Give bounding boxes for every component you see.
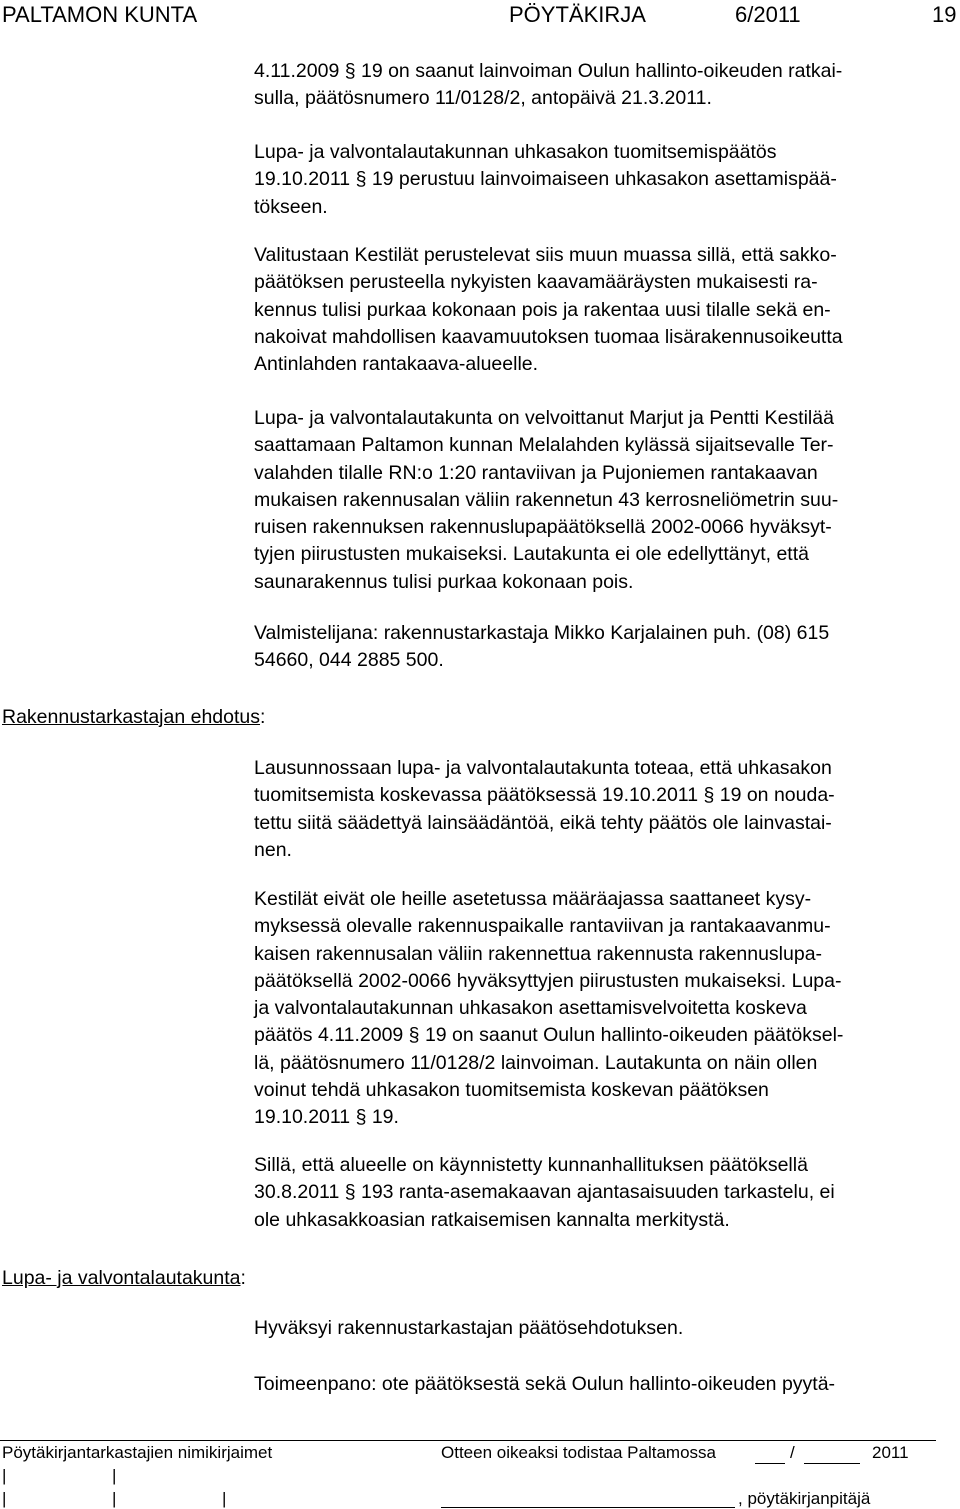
para-statement: [254, 755, 954, 864]
initials-mark: |: [2, 1489, 7, 1508]
para-plan-review: [254, 1152, 954, 1234]
text-line: Sillä, että alueelle on käynnistetty kunnanhallituksen päätöksellä: [254, 1154, 808, 1176]
para-preparer: [254, 620, 954, 675]
text-line: nakoivat mahdollisen kaavamuutoksen tuomaa lisärakennusoikeutta: [254, 325, 843, 348]
text-line: Valmistelijana: rakennustarkastaja Mikko Karjalainen puh. (08) 615: [254, 622, 830, 644]
initials-mark: |: [2, 1466, 7, 1485]
text-line: Lupa- ja valvontalautakunta on velvoittanut Marjut ja Pentti Kestilää: [254, 407, 834, 429]
footer-signer-role: , pöytäkirjanpitäjä: [738, 1489, 871, 1508]
initials-mark: |: [222, 1489, 227, 1508]
para-obligation: [254, 405, 954, 596]
footer-divider: [0, 1440, 936, 1441]
text-line: mukaisen rakennusalan väliin rakennetun 43 kerrosneliömetrin suu-: [254, 488, 839, 511]
footer-initials-label: Pöytäkirjantarkastajien nimikirjaimet: [2, 1443, 273, 1462]
text-line: kaisen rakennusalan väliin rakennettua rakennusta rakennuslupa-: [254, 942, 823, 965]
text-line: 4.11.2009 § 19 on saanut lainvoiman Oulun hallinto-oikeuden ratkai-: [254, 60, 843, 82]
footer-certification: Otteen oikeaksi todistaa Paltamossa: [441, 1443, 716, 1462]
text-line: lä, päätösnumero 11/0128/2 lainvoiman. Lautakunta on näin ollen: [254, 1051, 818, 1074]
signature-line: [441, 1507, 735, 1508]
text-line: saunarakennus tulisi purkaa kokonaan pois.: [254, 570, 634, 593]
text-line: ole uhkasakkoasian ratkaisemisen kannalta merkitystä.: [254, 1208, 730, 1231]
footer-year: 2011: [872, 1443, 909, 1462]
text-line: sulla, päätösnumero 11/0128/2, antopäivä 21.3.2011.: [254, 87, 712, 110]
text-line: Toimeenpano: ote päätöksestä sekä Oulun hallinto-oikeuden pyytä-: [254, 1373, 836, 1395]
text-line: Kestilät eivät ole heille asetetussa määräajassa saattaneet kysy-: [254, 888, 812, 910]
para-approved: [254, 1315, 954, 1342]
text-line: Antinlahden rantakaava-alueelle.: [254, 353, 539, 376]
initials-mark: |: [112, 1489, 117, 1508]
text-line: 54660, 044 2885 500.: [254, 649, 444, 672]
footer-slash: /: [790, 1443, 795, 1462]
text-line: tettu siitä säädettyä lainsäädäntöä, eikä tehty päätös ole lainvastai-: [254, 811, 832, 834]
text-line: kennus tulisi purkaa kokonaan pois ja rakentaa uusi tilalle sekä en-: [254, 298, 831, 321]
text-line: päätöksen perusteella nykyisten kaavamääräysten mukaisesti ra-: [254, 271, 818, 294]
text-line: ja valvontalautakunnan uhkasakon asettamisvelvoitetta koskeva: [254, 997, 807, 1020]
text-line: Lausunnossaan lupa- ja valvontalautakunta toteaa, että uhkasakon: [254, 757, 832, 779]
text-line: tökseen.: [254, 195, 328, 218]
text-line: saattamaan Paltamon kunnan Melalahden kylässä sijaitsevalle Ter-: [254, 434, 834, 457]
text-line: nen.: [254, 838, 292, 861]
text-line: valahden tilalle RN:o 1:20 rantaviivan ja Pujoniemen rantakaavan: [254, 461, 818, 484]
page-number: 19: [932, 2, 957, 27]
text-line: Valitustaan Kestilät perustelevat siis muun muassa sillä, että sakko-: [254, 244, 837, 266]
para-penalty-basis: [254, 139, 954, 221]
municipality-name: PALTAMON KUNTA: [2, 2, 198, 27]
text-line: 19.10.2011 § 19.: [254, 1106, 399, 1129]
text-line: 30.8.2011 § 193 ranta-asemakaavan ajantasaisuuden tarkastelu, ei: [254, 1181, 835, 1204]
day-blank: [755, 1463, 785, 1464]
text-line: päätöksellä 2002-0066 hyväksyttyjen piirustusten mukaiseksi. Lupa-: [254, 969, 842, 992]
proposal-label: Rakennustarkastajan ehdotus:: [2, 706, 266, 728]
initials-mark: |: [112, 1466, 117, 1485]
text-line: Hyväksyi rakennustarkastajan päätösehdotuksen.: [254, 1317, 684, 1339]
text-line: päätös 4.11.2009 § 19 on saanut Oulun hallinto-oikeuden päätöksel-: [254, 1024, 844, 1047]
text-line: 19.10.2011 § 19 perustuu lainvoimaiseen uhkasakon asettamispää-: [254, 168, 837, 191]
text-line: voinut tehdä uhkasakon tuomitsemista koskevan päätöksen: [254, 1079, 769, 1102]
para-appeal-grounds: [254, 242, 954, 378]
para-decision-ref: [254, 58, 954, 113]
text-line: myksessä olevalle rakennuspaikalle rantaviivan ja rantakaavanmu-: [254, 915, 831, 938]
text-line: tuomitsemista koskevassa päätöksessä 19.10.2011 § 19 on nouda-: [254, 784, 835, 807]
meeting-number: 6/2011: [735, 2, 801, 27]
text-line: tyjen piirustusten mukaiseksi. Lautakunta ei ole edellyttänyt, että: [254, 543, 809, 566]
text-line: ruisen rakennuksen rakennuslupapäätöksellä 2002-0066 hyväksyt-: [254, 516, 832, 539]
board-label: Lupa- ja valvontalautakunta:: [2, 1267, 246, 1289]
text-line: Lupa- ja valvontalautakunnan uhkasakon tuomitsemispäätös: [254, 141, 777, 163]
month-blank: [804, 1463, 860, 1464]
para-kestila-failure: [254, 886, 954, 1132]
document-type: PÖYTÄKIRJA: [509, 2, 646, 27]
para-execution: [254, 1371, 954, 1398]
